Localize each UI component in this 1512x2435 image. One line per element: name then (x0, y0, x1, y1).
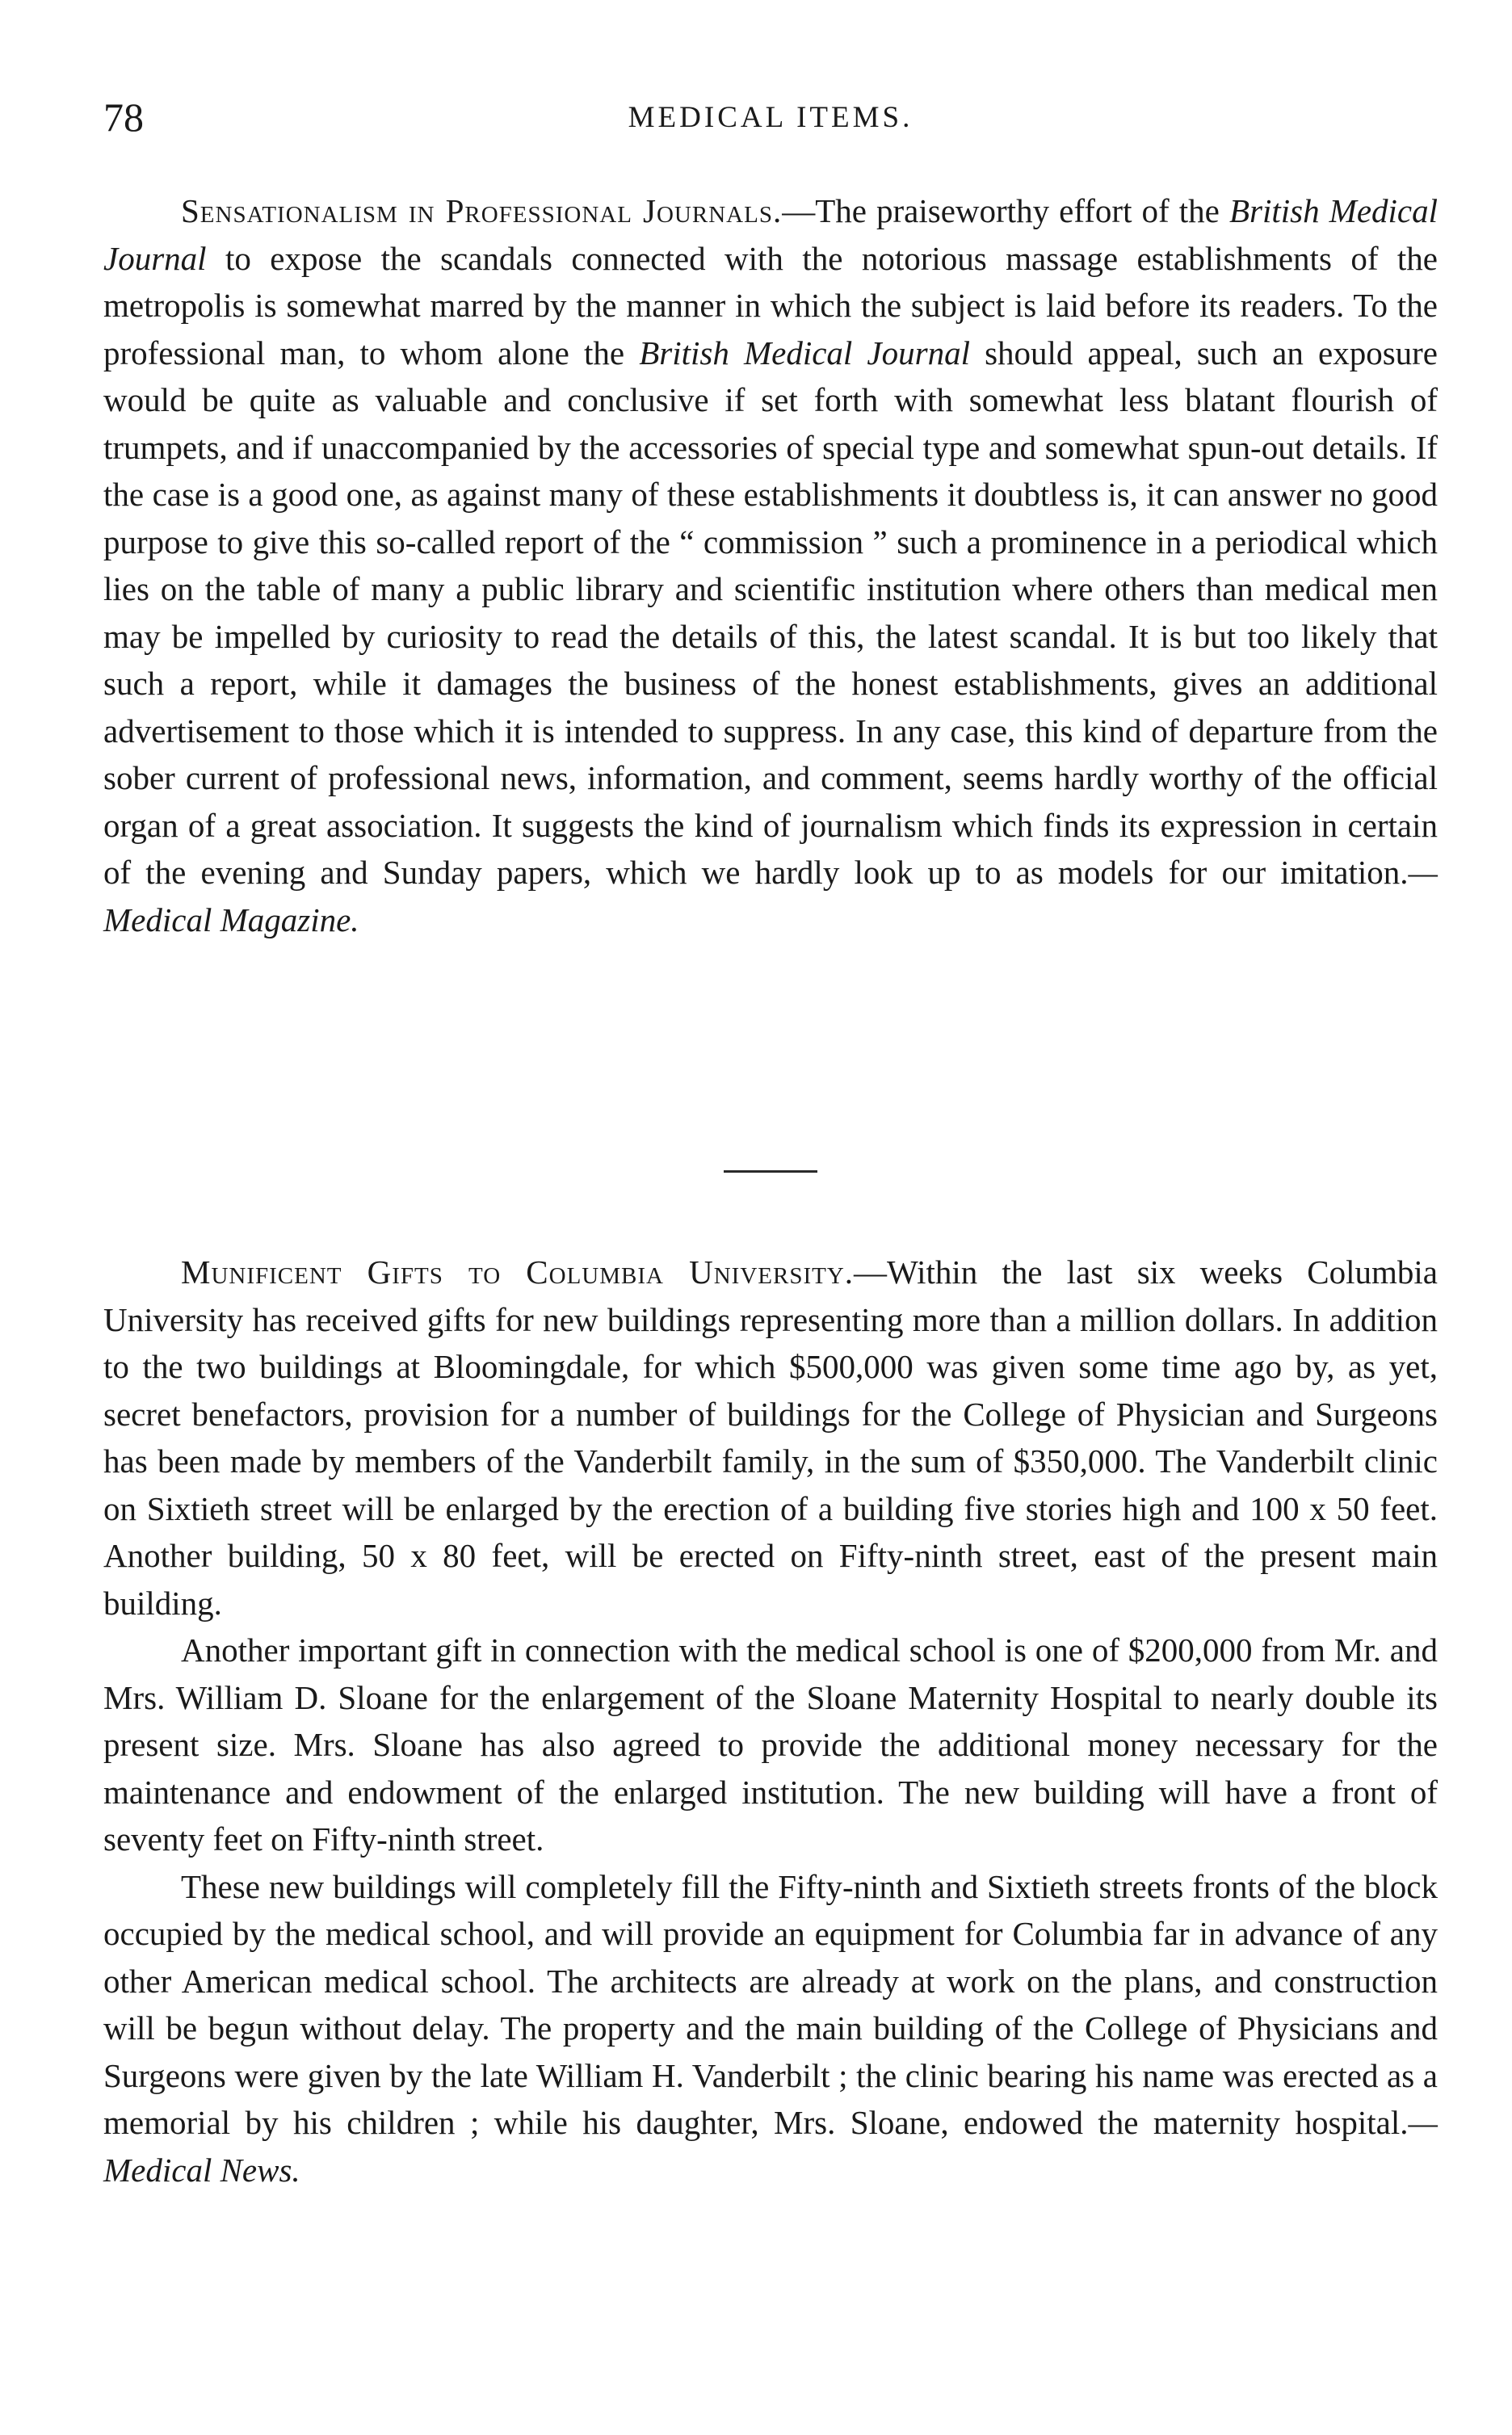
running-title: MEDICAL ITEMS. (628, 101, 914, 134)
article-heading: Sensationalism in Professional Journals. (181, 192, 783, 229)
paragraph-text: These new buildings will completely fill the Fifty-ninth and Sixtieth streets fronts of the block occupied by the medical school, and will provide an equipment for Columbia far in advance of any other American medical school. The architects are already at work on the plans, and construction will be begun without delay. The property and the main building of the College of Physicians and Surgeons were given by the late William H. Vanderbilt ; the clinic bearing his name was erected as a memorial by his children ; while his daughter, Mrs. Sloane, endowed the maternity hospital. (103, 1867, 1438, 2141)
section-divider (724, 1170, 817, 1173)
article-paragraph: Another important gift in connection with the medical school is one of $200,000 from Mr. and Mrs. William D. Sloane for the enlargement of the Sloane Maternity Hospital to nearly double its present size. Mrs. Sloane has also agreed to provide the additional money necessary for the maintenance and endowment of the enlarged institution. The new building will have a front of seventy feet on Fifty-ninth street. (103, 1631, 1438, 1858)
article-paragraph (103, 1863, 1438, 2194)
article-paragraph (103, 1249, 1438, 1627)
paragraph-text: to expose the scandals connected with the notorious massage establishments of the metropolis is somewhat marred by the manner in which the subject is laid before its readers. To the professional man, to whom alone the (103, 239, 1438, 372)
running-head (103, 93, 1438, 149)
journal-title: British Medical Journal (103, 192, 1438, 277)
page-number: 78 (103, 94, 144, 140)
paragraph-text: should appeal, such an exposure would be quite as valuable and conclusive if set forth with somewhat less blatant flourish of trumpets, and if unaccompanied by the accessories of special type and somewhat spun-out details. If the case is a good one, as against many of these establishments it doubtless is, it can answer no good purpose to give this so-called report of the “ commission ” such a prominence in a periodical which lies on the table of many a public library and scientific institution where others than medical men may be impelled by curiosity to read the details of this, the latest scandal. It is but too likely that such a report, while it damages the business of the honest establishments, gives an additional advertisement to those which it is intended to suppress. In any case, this kind of departure from the sober current of professional news, information, and comment, seems hardly worthy of the official organ of a great association. It suggests the kind of journalism which finds its expression in certain of the evening and Sunday papers, which we hardly look up to as models for our imitation. (103, 334, 1438, 891)
paragraph-text: —Within the last six weeks Columbia University has received gifts for new buildings representing more than a million dollars. In addition to the two buildings at Bloomingdale, for which $500,000 was given some time ago by, as yet, secret benefactors, provision for a number of buildings for the College of Physician and Surgeons has been made by members of the Vanderbilt family, in the sum of $350,000. The Vanderbilt clinic on Sixtieth street will be enlarged by the erection of a building five stories high and 100 x 50 feet. Another building, 50 x 80 feet, will be erected on Fifty-ninth street, east of the present main building. (103, 1253, 1438, 1622)
source-citation: —Medical News. (103, 2104, 1438, 2189)
article-sensationalism (103, 187, 1438, 943)
journal-title: British Medical Journal (639, 334, 970, 372)
article-paragraph (103, 187, 1438, 943)
article-columbia-gifts (103, 1249, 1438, 2194)
source-citation: —Medical Magazine. (103, 854, 1438, 938)
paragraph-text: —The praiseworthy effort of the (782, 192, 1229, 229)
article-heading: Munificent Gifts to Columbia University. (181, 1253, 855, 1291)
